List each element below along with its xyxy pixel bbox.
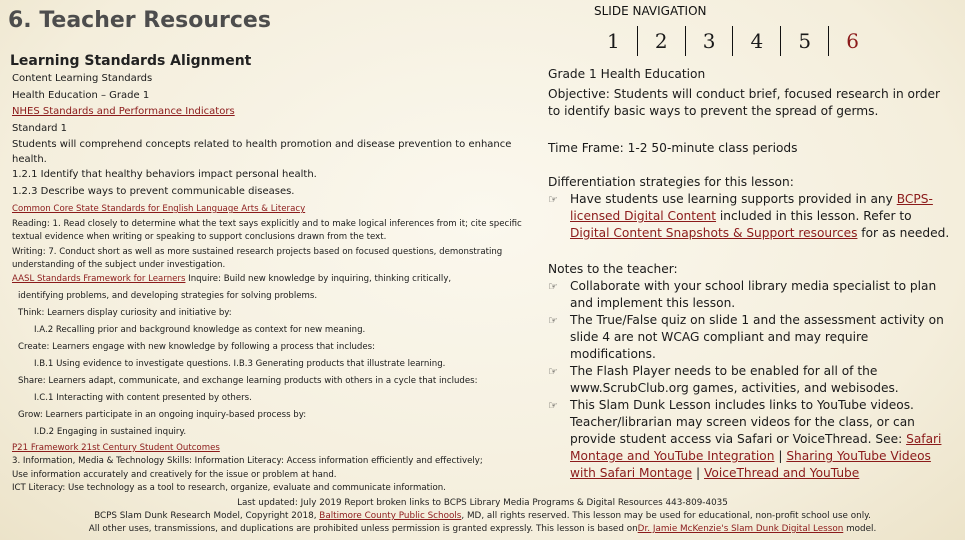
footer-copyright-post: , MD, all rights reserved. This lesson may be used for educational, non-profit school use only. xyxy=(461,511,871,521)
footer-usage-pre: All other uses, transmissions, and duplications are prohibited unless permission is granted expressly. This lesson is based on xyxy=(88,524,638,534)
slide-link-5[interactable]: 5 xyxy=(781,26,829,56)
indicator-1: 1.2.1 Identify that healthy behaviors impact personal health. xyxy=(12,169,317,180)
bcps-licensed-content-link[interactable]: BCPS-licensed Digital Content xyxy=(570,192,933,223)
p21-line-1: 3. Information, Media & Technology Skills: Information Literacy: Access information efficiently and effectively; xyxy=(12,456,483,466)
ic1-text: I.C.1 Interacting with content presented by others. xyxy=(34,393,252,403)
notes-heading: Notes to the teacher: xyxy=(548,262,678,276)
standard-label: Standard 1 xyxy=(12,122,68,134)
nhes-standards-link[interactable]: NHES Standards and Performance Indicators xyxy=(12,106,235,117)
ccss-link[interactable]: Common Core State Standards for English Language Arts & Literacy xyxy=(12,204,306,214)
page-title: 6. Teacher Resources xyxy=(8,8,271,33)
teacher-notes-section xyxy=(548,261,953,482)
share-label: Share: Learners adapt, communicate, and exchange learning products with others in a cycle that includes: xyxy=(18,376,478,386)
health-grade-label: Health Education – Grade 1 xyxy=(12,89,150,101)
standards-column xyxy=(12,71,542,496)
standards-heading: Learning Standards Alignment xyxy=(10,53,252,69)
id2-text: I.D.2 Engaging in sustained inquiry. xyxy=(34,427,187,437)
pointing-hand-icon: ☞ xyxy=(548,365,558,378)
voicethread-youtube-link[interactable]: VoiceThread and YouTube xyxy=(704,466,860,480)
slide-link-1[interactable]: 1 xyxy=(590,26,638,56)
objective-text: Objective: Students will conduct brief, focused research in order to identify basic ways to prevent the spread of germs. xyxy=(548,87,941,118)
footer-updated: Last updated: July 2019 Report broken links to BCPS Library Media Programs & Digital Resources 443-809-4035 xyxy=(237,498,728,508)
slam-dunk-lesson-link[interactable]: Dr. Jamie McKenzie's Slam Dunk Digital Lesson xyxy=(637,524,844,534)
aasl-text-cont: identifying problems, and developing strategies for solving problems. xyxy=(18,291,318,301)
slide-navigation xyxy=(590,26,876,56)
slide-navigation-label: SLIDE NAVIGATION xyxy=(594,4,707,18)
indicator-2: 1.2.3 Describe ways to prevent communicable diseases. xyxy=(12,185,295,197)
differentiation-section xyxy=(548,174,953,242)
sharing-youtube-safari-link[interactable]: Sharing YouTube Videos with Safari Montage xyxy=(570,449,931,480)
note-1: Collaborate with your school library media specialist to plan and implement this lesson. xyxy=(570,279,937,310)
grow-label: Grow: Learners participate in an ongoing inquiry-based process by: xyxy=(18,410,307,420)
standard-text: Students will comprehend concepts related to health promotion and disease prevention to enhance health. xyxy=(12,139,512,165)
note-2: The True/False quiz on slide 1 and the assessment activity on slide 4 are not WCAG compliant and may require modifications. xyxy=(570,313,944,361)
diff-text-pre: Have students use learning supports provided in any xyxy=(570,192,897,206)
writing-standard: Writing: 7. Conduct short as well as more sustained research projects based on focused questions, demonstrating understanding of the subject under investigation. xyxy=(12,247,503,270)
pointing-hand-icon: ☞ xyxy=(548,193,558,206)
slide-link-6[interactable]: 6 xyxy=(846,29,859,53)
digital-content-snapshots-link[interactable]: Digital Content Snapshots & Support resources xyxy=(570,226,858,240)
grade-label: Grade 1 Health Education xyxy=(548,67,706,81)
note-3: The Flash Player needs to be enabled for all of the www.ScrubClub.org games, activities, and webisodes. xyxy=(570,364,899,395)
diff-text-mid: included in this lesson. Refer to xyxy=(716,209,912,223)
pointing-hand-icon: ☞ xyxy=(548,314,558,327)
aasl-link[interactable]: AASL Standards Framework for Learners xyxy=(12,274,186,284)
ia2-text: I.A.2 Recalling prior and background knowledge as context for new meaning. xyxy=(34,325,366,335)
time-frame: Time Frame: 1-2 50-minute class periods xyxy=(548,141,798,155)
see-label: See: xyxy=(875,432,907,446)
separator: | xyxy=(692,466,705,480)
diff-text-post: for as needed. xyxy=(857,226,950,240)
p21-line-2: Use information accurately and creatively for the issue or problem at hand. xyxy=(12,469,337,480)
footer xyxy=(0,497,965,536)
slide-link-4[interactable]: 4 xyxy=(733,26,781,56)
ib1-text: I.B.1 Using evidence to investigate questions. I.B.3 Generating products that illustrate learning. xyxy=(34,359,446,369)
note-4: This Slam Dunk Lesson includes links to YouTube videos. Teacher/librarian may screen videos for the class, or can provide student access via Safari or VoiceThread. xyxy=(570,398,915,446)
aasl-text: Inquire: Build new knowledge by inquiring, thinking critically, xyxy=(185,274,452,284)
content-standards-label: Content Learning Standards xyxy=(12,73,153,84)
create-label: Create: Learners engage with new knowledge by following a process that includes: xyxy=(18,342,376,352)
separator: | xyxy=(774,449,787,463)
p21-line-3: ICT Literacy: Use technology as a tool to research, organize, evaluate and communicate information. xyxy=(12,483,446,493)
reading-standard: Reading: 1. Read closely to determine what the text says explicitly and to make logical inferences from it; cite specific textual evidence when writing or speaking to support conclusions drawn from the text. xyxy=(12,219,522,242)
slide-link-3[interactable]: 3 xyxy=(686,26,734,56)
think-label: Think: Learners display curiosity and initiative by: xyxy=(18,308,232,318)
pointing-hand-icon: ☞ xyxy=(548,280,558,293)
p21-link[interactable]: P21 Framework 21st Century Student Outcomes xyxy=(12,443,220,453)
pointing-hand-icon: ☞ xyxy=(548,399,558,412)
differentiation-heading: Differentiation strategies for this lesson: xyxy=(548,175,794,189)
safari-montage-youtube-link[interactable]: Safari Montage and YouTube Integration xyxy=(570,432,942,463)
footer-copyright-pre: BCPS Slam Dunk Research Model, Copyright 2018, xyxy=(94,511,320,521)
slide-link-2[interactable]: 2 xyxy=(638,26,686,56)
footer-usage-post: model. xyxy=(843,524,877,534)
bcps-link[interactable]: Baltimore County Public Schools xyxy=(319,511,462,521)
